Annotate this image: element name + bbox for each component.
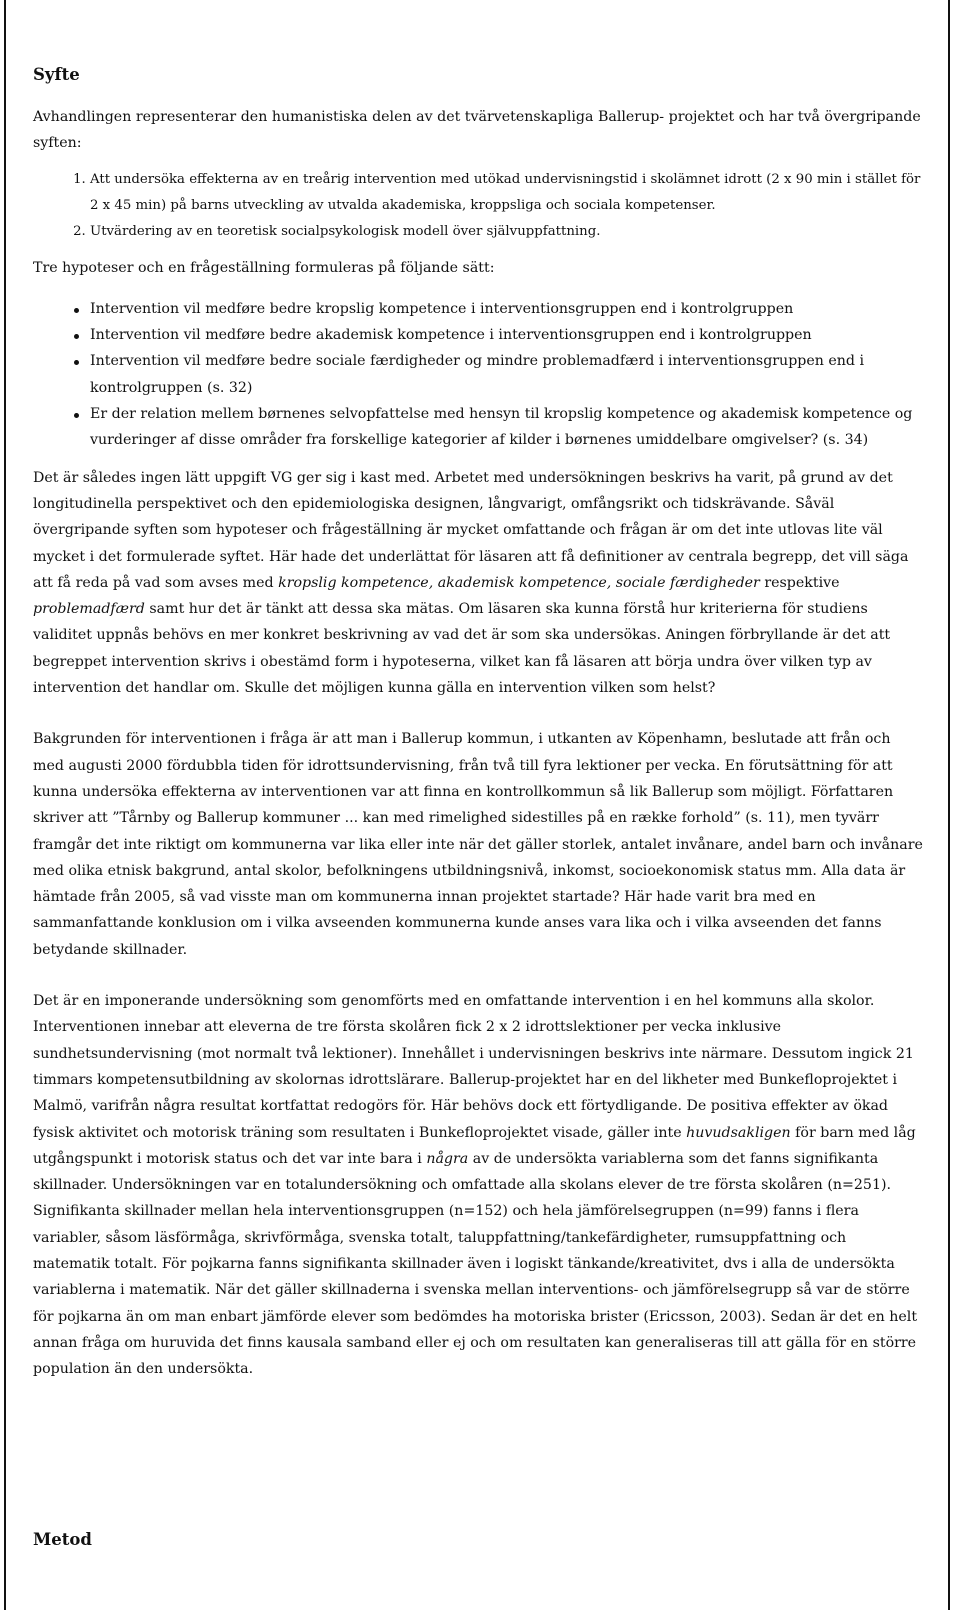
left-border-line xyxy=(4,0,6,1610)
hypothesis-item: Intervention vil medføre bedre akademisk kompetence i interventionsgruppen end i kontrolgruppen xyxy=(90,322,923,348)
italic-term: problemadfærd xyxy=(33,601,145,618)
text-run: Det är således ingen lätt uppgift VG ger sig i kast med. Arbetet med undersökningen beskrivs ha varit, på grund av det longitudinella perspektivet och den epidemiologiska designen, långvarigt, omfångsrikt och tidskrävande. Såväl övergripande syften som hypoteser och frågeställning är mycket omfattande och frågan är om det inte utlovas lite väl mycket i det formulerade syftet. Här hade det underlättat för läsaren att få definitioner av centrala begrepp, det vill säga att få reda på vad som avses med xyxy=(33,469,909,591)
text-run: av de undersökta variablerna som det fanns signifikanta skillnader. Undersökningen var en totalundersökning och omfattade alla skolans elever de tre första skolåren (n=251). Signifikanta skillnader mellan hela interventionsgruppen (n=152) och hela jämförelsegruppen (n=99) fanns i flera variabler, såsom läsförmåga, skrivförmåga, svenska totalt, taluppfattning/tankefärdigheter, rumsuppfattning och matematik totalt. För pojkarna fanns signifikanta skillnader även i logiskt tänkande/kreativitet, dvs i alla de undersökta variablerna i matematik. När det gäller skillnaderna i svenska mellan interventions- och jämförelsegrupp så var de större för pojkarna än om man enbart jämförde elever som bedömdes ha motoriska brister (Ericsson, 2003). Sedan är det en helt annan fråga om huruvida det finns kausala samband eller ej och om resultaten kan generaliseras till att gälla för en större population än den undersökta. xyxy=(33,1150,918,1378)
aim-item: 2. Utvärdering av en teoretisk socialpsykologisk modell över självuppfattning. xyxy=(90,219,923,245)
italic-term: några xyxy=(426,1150,469,1167)
aims-list xyxy=(33,167,923,245)
text-run: Det är en imponerande undersökning som genomförts med en omfattande intervention i en hel kommuns alla skolor. Interventionen innebar att eleverna de tre första skolåren fick 2 x 2 idrottslektioner per vecka inklusive sundhetsundervisning (mot normalt två lektioner). Innehållet i undervisningen beskrivs inte närmare. Dessutom ingick 21 timmars kompetensutbildning av skolornas idrottslärare. Ballerup-projektet har en del likheter med Bunkefloprojektet i Malmö, varifrån några resultat kortfattat redogörs för. Här behövs dock ett förtydligande. De positiva effekter av ökad fysisk aktivitet och motorisk träning som resultaten i Bunkefloprojektet visade, gäller inte xyxy=(33,993,914,1141)
discussion-paragraph-2: Bakgrunden för interventionen i fråga är att man i Ballerup kommun, i utkanten av Köpenhamn, beslutade att från och med augusti 2000 fördubbla tiden för idrottsundervisning, från två till fyra lektioner per vecka. En förutsättning för att kunna undersöka effekterna av interventionen var att finna en kontrollkommun så lik Ballerup som möjligt. Författaren skriver att ”Tårnby og Ballerup kommuner ... kan med rimelighed sidestilles på en række forhold” (s. 11), men tyvärr framgår det inte riktigt om kommunerna var lika eller inte när det gäller storlek, antalet invånare, andel barn och invånare med olika etnisk bakgrund, antal skolor, befolkningens utbildningsnivå, inkomst, socioekonomisk status mm. Alla data är hämtade från 2005, så vad visste man om kommunerna innan projektet startade? Här hade varit bra med en sammanfattande konklusion om i vilka avseenden kommunerna kunde anses vara lika och i vilka avseenden det fanns betydande skillnader. xyxy=(33,731,923,958)
discussion-paragraph-3 xyxy=(33,988,923,1382)
intro-paragraph: Avhandlingen representerar den humanistiska delen av det tvärvetenskapliga Ballerup- projektet och har två övergripande syften: xyxy=(33,109,921,152)
hypothesis-item: Er der relation mellem børnenes selvopfattelse med hensyn til kropslig kompetence og akademisk kompetence og vurderinger af disse områder fra forskellige kategorier af kilder i børnenes umiddelbare omgivelser? (s. 34) xyxy=(90,401,923,454)
section-heading-syfte: Syfte xyxy=(33,65,80,84)
right-border-line xyxy=(948,0,950,1610)
hypotheses-intro: Tre hypoteser och en frågeställning formuleras på följande sätt: xyxy=(33,259,495,276)
aim-item: 1. Att undersöka effekterna av en treårig intervention med utökad undervisningstid i skolämnet idrott (2 x 90 min i stället för 2 x 45 min) på barns utveckling av utvalda akademiska, kroppsliga och sociala kompetenser. xyxy=(90,167,923,219)
hypothesis-item: Intervention vil medføre bedre sociale færdigheder og mindre problemadfærd i interventionsgruppen end i kontrolgruppen (s. 32) xyxy=(90,348,923,401)
italic-terms: kropslig kompetence, akademisk kompetence, sociale færdigheder xyxy=(278,574,760,591)
italic-term: huvudsakligen xyxy=(686,1124,791,1141)
discussion-paragraph-1 xyxy=(33,465,923,702)
hypothesis-item: Intervention vil medføre bedre kropslig kompetence i interventionsgruppen end i kontrolgruppen xyxy=(90,296,923,322)
section-heading-metod: Metod xyxy=(33,1530,92,1549)
hypotheses-list xyxy=(33,296,923,454)
text-run: samt hur det är tänkt att dessa ska mätas. Om läsaren ska kunna förstå hur kriterierna för studiens validitet uppnås behövs en mer konkret beskrivning av vad det är som ska undersökas. Aningen förbryllande är det att begreppet intervention skrivs i obestämd form i hypoteserna, vilket kan få läsaren att börja undra över vilken typ av intervention det handlar om. Skulle det möjligen kunna gälla en intervention vilken som helst? xyxy=(33,601,891,697)
text-run: respektive xyxy=(759,574,840,591)
document-body xyxy=(33,62,923,1382)
text-run: för barn med låg utgångspunkt i motorisk status och det var inte bara i xyxy=(33,1124,916,1167)
